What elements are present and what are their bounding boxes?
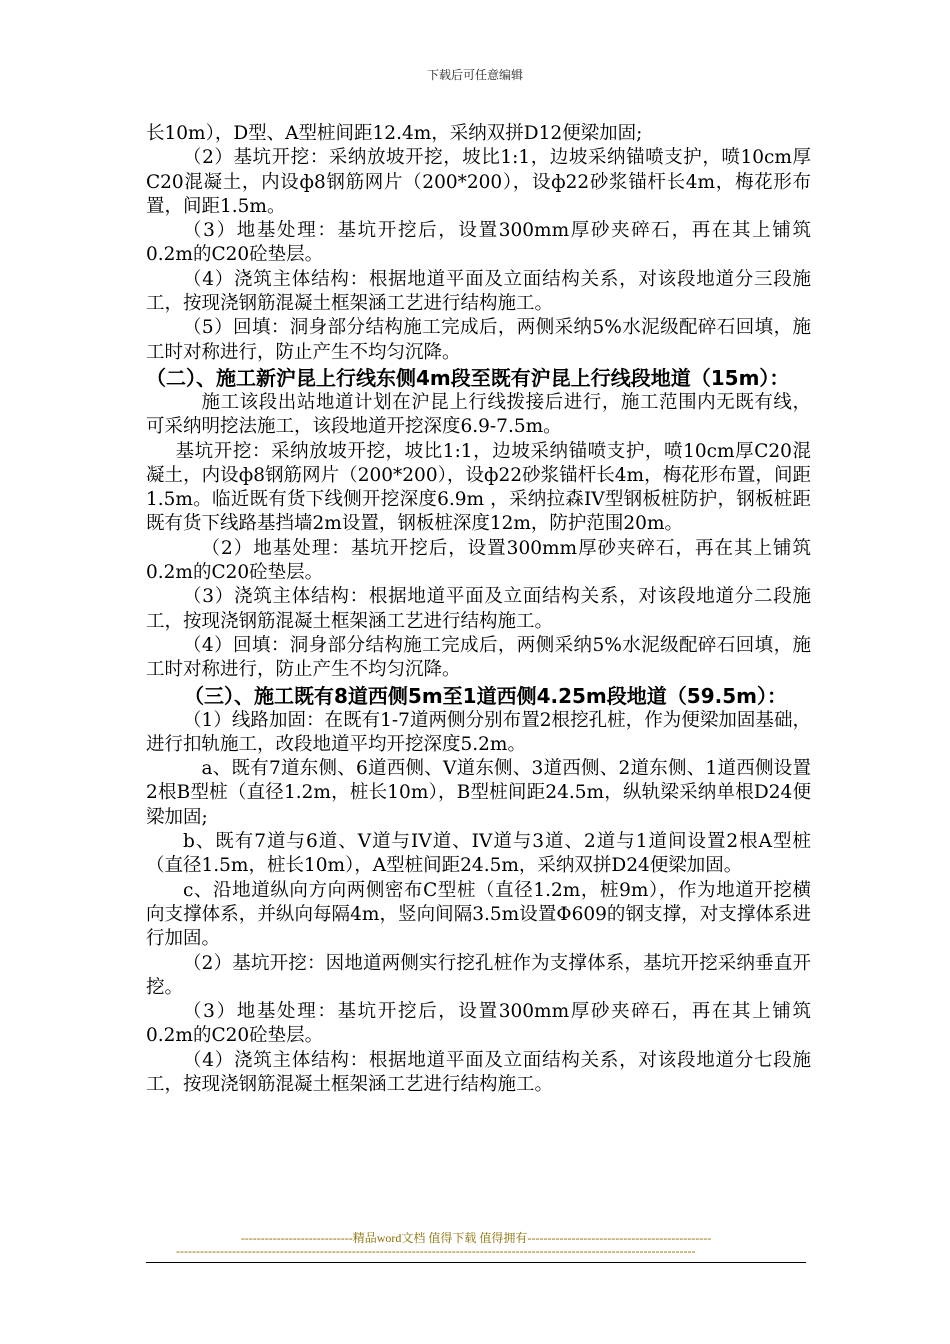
- paragraph: （3）地基处理：基坑开挖后，设置300mm厚砂夹碎石，再在其上铺筑0.2m的C20砼垫层。: [146, 220, 811, 266]
- paragraph: （5）回填：洞身部分结构施工完成后，两侧采纳5%水泥级配碎石回填，施工时对称进行，防止产生不均匀沉降。: [146, 317, 811, 363]
- paragraph: （4）浇筑主体结构：根据地道平面及立面结构关系，对该段地道分三段施工，按现浇钢筋混凝土框架涵工艺进行结构施工。: [146, 268, 811, 315]
- paragraph: a、既有7道东侧、6道西侧、V道东侧、3道西侧、2道东侧、1道西侧设置2根B型桩（直径1.2m，桩长10m），B型桩间距24.5m，纵轨梁采纳单根D24便梁加固;: [146, 758, 811, 828]
- section-heading: （二）、施工新沪昆上行线东侧4m段至既有沪昆上行线段地道（15m）：: [146, 365, 790, 390]
- document-body: [146, 122, 811, 1097]
- paragraph: 基坑开挖：采纳放坡开挖，坡比1:1，边坡采纳锚喷支护，喷10cm厚C20混凝土，内设ф8钢筋网片（200*200），设ф22砂浆锚杆长4m，梅花形布置，间距1.5m。临近既有货下线侧开挖深度6.9m ，采纳拉森IV型钢板桩防护，钢板桩距既有货下线路基挡墙2m设置，钢板桩深度12m，防护范围20m。: [146, 440, 811, 535]
- paragraph: （1）线路加固：在既有1-7道两侧分别布置2根挖孔桩，作为便梁加固基础，进行扣轨施工，改段地道平均开挖深度5.2m。: [146, 709, 811, 755]
- paragraph: （4）回填：洞身部分结构施工完成后，两侧采纳5%水泥级配碎石回填，施工时对称进行，防止产生不均匀沉降。: [146, 634, 811, 681]
- paragraph: （2）基坑开挖：因地道两侧实行挖孔桩作为支撑体系，基坑开挖采纳垂直开挖。: [146, 952, 811, 998]
- paragraph: （2）地基处理：基坑开挖后，设置300mm厚砂夹碎石，再在其上铺筑0.2m的C20砼垫层。: [146, 537, 811, 584]
- paragraph: （2）基坑开挖：采纳放坡开挖，坡比1:1，边坡采纳锚喷支护，喷10cm厚C20混凝土，内设ф8钢筋网片（200*200），设ф22砂浆锚杆长4m，梅花形布置，间距1.5m。: [146, 147, 811, 217]
- paragraph: c、沿地道纵向方向两侧密布C型桩（直径1.2m，桩9m），作为地道开挖横向支撑体系，并纵向每隔4m，竖向间隔3.5m设置Φ609的钢支撑，对支撑体系进行加固。: [146, 879, 811, 950]
- paragraph: b、既有7道与6道、V道与IV道、IV道与3道、2道与1道间设置2根A型桩（直径1.5m，桩长10m），A型桩间距24.5m，采纳双拼D24便梁加固。: [146, 831, 811, 877]
- footer-banner: ----------------------------精品word文档 值得下载 值得拥有----------------------------------------------: [240, 1231, 712, 1245]
- section-heading: （三）、施工既有8道西侧5m至1道西侧4.25m段地道（59.5m）：: [184, 683, 787, 708]
- paragraph: （4）浇筑主体结构：根据地道平面及立面结构关系，对该段地道分七段施工，按现浇钢筋混凝土框架涵工艺进行结构施工。: [146, 1049, 811, 1095]
- paragraph: （3）地基处理：基坑开挖后，设置300mm厚砂夹碎石，再在其上铺筑0.2m的C20砼垫层。: [146, 1001, 811, 1047]
- page-header: 下载后可任意编辑: [426, 68, 523, 82]
- footer-rule: [146, 1262, 806, 1263]
- footer-dashes: ----------------------------------------------------------------------------------------------------------------------------------: [176, 1244, 696, 1258]
- paragraph: 施工该段出站地道计划在沪昆上行线拨接后进行，施工范围内无既有线，可采纳明挖法施工，该段地道开挖深度6.9-7.5m。: [146, 391, 811, 438]
- paragraph: 长10m），D型、A型桩间距12.4m，采纳双拼D12便梁加固;: [146, 123, 643, 144]
- paragraph: （3）浇筑主体结构：根据地道平面及立面结构关系，对该段地道分二段施工，按现浇钢筋混凝土框架涵工艺进行结构施工。: [146, 586, 811, 632]
